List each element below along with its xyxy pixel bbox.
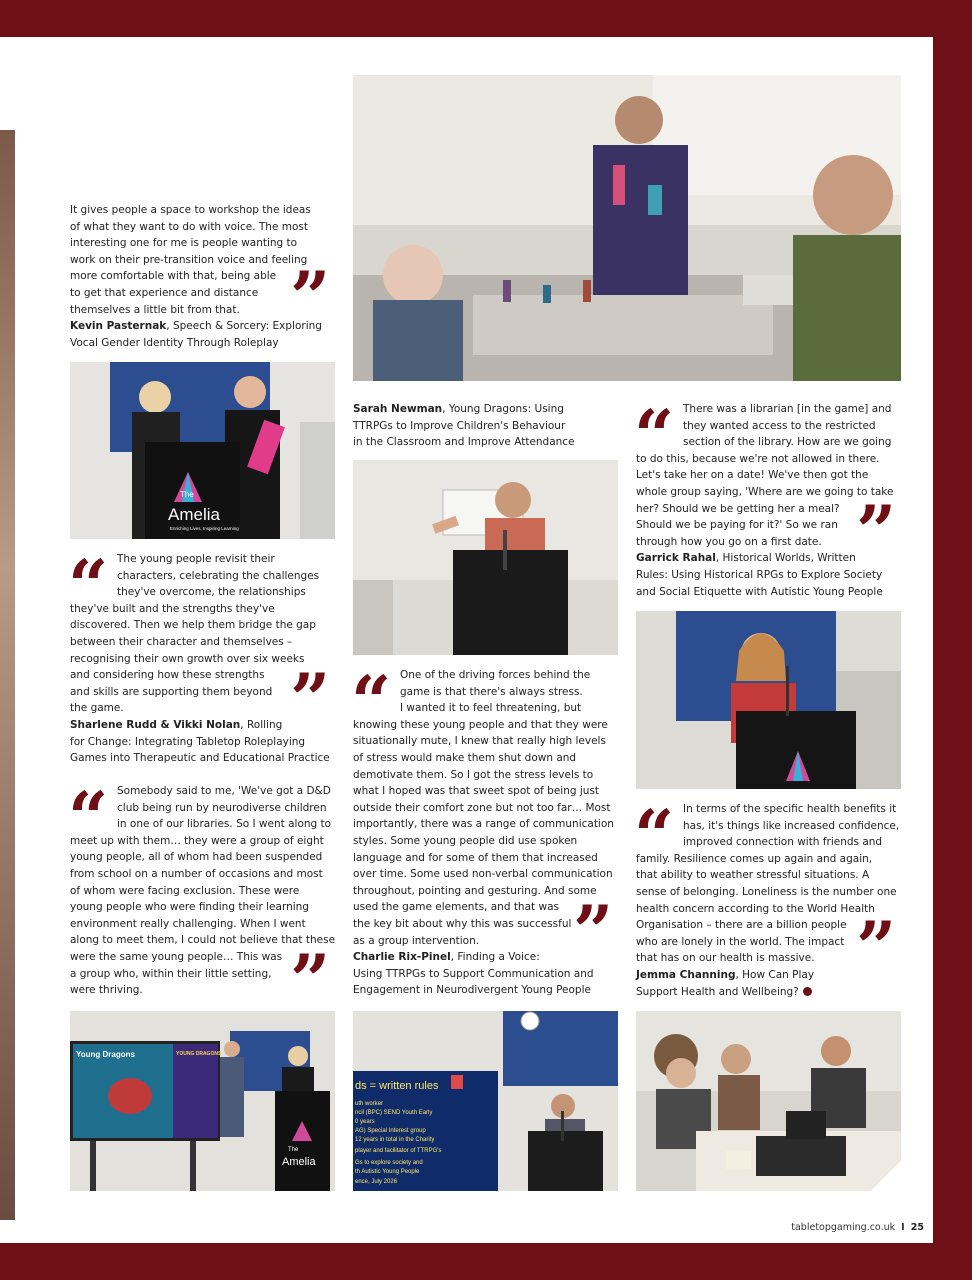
- amelia-tagline: Enriching Lives, Inspiring Learning: [170, 526, 239, 531]
- quote-session: Vocal Gender Identity Through Roleplay: [70, 336, 279, 349]
- slide-line: ence, July 2026: [355, 1179, 398, 1185]
- quote-line: young people, all of whom had been suspended: [70, 851, 323, 864]
- quote-line: were the same young people… This was: [70, 950, 283, 963]
- photo-slide-presentation: [353, 1011, 618, 1191]
- quote-session: Rules: Using Historical RPGs to Explore Society: [636, 568, 883, 581]
- close-quote-icon: ”: [290, 670, 331, 716]
- quote-line: through how you go on a first date.: [636, 535, 822, 548]
- quote-line: interesting one for me is people wanting to: [70, 237, 298, 250]
- quote-line: recognising their own growth over six weeks: [70, 652, 305, 665]
- quote-attribution: [353, 401, 623, 418]
- amelia-the: The: [288, 1147, 299, 1153]
- quote-line: the key bit about why this was successful: [353, 917, 572, 930]
- quote-line: what I hoped was that sweet spot of being just: [353, 785, 600, 798]
- quote-line: health concern according to the World Health: [636, 902, 875, 915]
- quote-jemma-text: [636, 801, 906, 1000]
- slide-heading: ds = written rules: [355, 1080, 439, 1092]
- quote-line: has, it's things like increased confidence,: [683, 819, 900, 832]
- close-quote-icon: ”: [290, 268, 331, 314]
- quote-line: that ability to weather stressful situations. A: [636, 869, 870, 882]
- close-quote-icon: ”: [290, 951, 331, 997]
- quote-line: One of the driving forces behind the: [400, 669, 591, 681]
- quote-author: Sharlene Rudd & Vikki Nolan: [70, 718, 241, 731]
- open-quote-icon: “: [634, 806, 675, 852]
- quote-attribution: [70, 717, 336, 734]
- close-quote-icon: ”: [573, 902, 614, 948]
- quote-line: Let's take her on a date! We've then got the: [636, 469, 869, 482]
- quote-author: Kevin Pasternak: [70, 320, 167, 333]
- quote-line: characters, celebrating the challenges: [117, 569, 320, 582]
- slide-line: Gs to explore society and: [355, 1160, 423, 1166]
- quote-line: to do this, because we're not allowed in there.: [636, 452, 880, 465]
- young-dragons-title: Young Dragons: [76, 1050, 135, 1059]
- quote-line: family. Resilience comes up again and again,: [636, 852, 873, 865]
- slide-line: 0 years: [355, 1119, 375, 1125]
- quote-line: game is that there's always stress.: [400, 685, 583, 698]
- attribution-sarah: [353, 401, 623, 451]
- quote-line: styles. Some young people did use spoken: [353, 834, 578, 847]
- left-photo-edge: [0, 130, 15, 1220]
- open-quote-icon: “: [68, 788, 109, 834]
- page-footer: [791, 1222, 924, 1233]
- quote-line: language and for some of them that increased: [353, 851, 598, 864]
- dice-end-icon: [803, 987, 812, 996]
- footer-separator: I: [901, 1222, 905, 1233]
- quote-line: It gives people a space to workshop the ideas: [70, 204, 311, 216]
- open-quote-icon: “: [351, 672, 392, 718]
- footer-site: tabletopgaming.co.uk: [791, 1222, 896, 1233]
- quote-line: along to meet them, I could not believe that these: [70, 934, 336, 947]
- quote-attribution: [636, 967, 906, 984]
- quote-author: Jemma Channing: [636, 968, 736, 981]
- quote-line: situationally mute, I knew that really high levels: [353, 735, 606, 748]
- quote-session: , Speech & Sorcery: Exploring: [166, 320, 322, 333]
- quote-line: There was a librarian [in the game] and: [683, 403, 892, 415]
- quote-line: as a group intervention.: [353, 934, 480, 947]
- quote-line: to get that experience and distance: [70, 286, 259, 299]
- quote-line: and skills are supporting them beyond: [70, 685, 273, 698]
- quote-line: The young people revisit their: [117, 553, 275, 565]
- quote-line: were thriving.: [70, 984, 143, 997]
- quote-attribution: [70, 318, 340, 335]
- quote-line: I wanted it to feel threatening, but: [400, 702, 582, 715]
- quote-author: Sarah Newman: [353, 403, 443, 415]
- quote-author: Garrick Rahal: [636, 552, 716, 565]
- quote-attribution: [636, 550, 906, 567]
- amelia-name: Amelia: [282, 1156, 316, 1168]
- quote-line: club being run by neurodiverse children: [117, 801, 327, 814]
- quote-line: improved connection with friends and: [683, 836, 883, 849]
- open-quote-icon: “: [68, 556, 109, 602]
- quote-session: Using TTRPGs to Support Communication and: [353, 967, 594, 980]
- quote-line: more comfortable with that, being able: [70, 270, 277, 283]
- photo-amelia-podium: [70, 362, 335, 539]
- photo-workshop-table: [353, 75, 901, 381]
- quote-session: , Historical Worlds, Written: [715, 552, 856, 565]
- amelia-name: Amelia: [168, 505, 220, 524]
- young-dragons-badge: YOUNG DRAGONS: [176, 1051, 222, 1057]
- quote-line: demotivate them. So I got the stress levels to: [353, 768, 594, 781]
- quote-line: they've overcome, the relationships: [117, 586, 306, 599]
- slide-line: ncil (BPC) SEND Youth Early: [355, 1110, 433, 1116]
- quote-session: in the Classroom and Improve Attendance: [353, 436, 575, 449]
- quote-line: themselves a little bit from that.: [70, 303, 240, 316]
- quote-line: the game.: [70, 702, 124, 715]
- quote-line: importantly, there was a range of communication: [353, 818, 614, 831]
- quote-line: over time. Some used non-verbal communication: [353, 868, 613, 881]
- quote-session: , Young Dragons: Using: [442, 403, 564, 415]
- quote-line: work on their pre-transition voice and feeling: [70, 253, 308, 266]
- quote-line: of stress would make them shut down and: [353, 751, 577, 764]
- quote-attribution-end: [636, 984, 906, 1001]
- quote-line: that has on our health is massive.: [636, 952, 815, 965]
- quote-session: for Change: Integrating Tabletop Roleplaying: [70, 735, 306, 748]
- quote-line: a group who, within their little setting,: [70, 967, 272, 980]
- quote-charlie-text: [353, 667, 623, 999]
- photo-players-boardgame: [636, 1011, 901, 1191]
- quote-sharlene-text: [70, 551, 336, 767]
- quote-line: and considering how these strengths: [70, 669, 265, 682]
- close-quote-icon: ”: [856, 502, 897, 548]
- quote-session: , How Can Play: [735, 968, 815, 981]
- slide-line: 12 years in total in the Charity: [355, 1137, 435, 1143]
- quote-line: her? Should we be getting her a meal?: [636, 502, 840, 515]
- quote-line: of what they want to do with voice. The most: [70, 220, 308, 233]
- amelia-the: The: [180, 490, 194, 499]
- quote-line: Somebody said to me, 'We've got a D&D: [117, 785, 331, 797]
- quote-garrick-text: [636, 401, 906, 600]
- photo-young-dragons-screen: [70, 1011, 335, 1191]
- quote-session: and Social Etiquette with Autistic Young People: [636, 585, 883, 598]
- quote-author: Charlie Rix-Pinel: [353, 951, 451, 964]
- quote-line: they wanted access to the restricted: [683, 419, 876, 432]
- quote-line: meet up with them… they were a group of eight: [70, 834, 324, 847]
- quote-line: of whom were facing exclusion. These were: [70, 884, 300, 897]
- quote-session: , Finding a Voice:: [450, 951, 540, 964]
- close-quote-icon: ”: [856, 918, 897, 964]
- quote-line: between their character and themselves –: [70, 635, 293, 648]
- quote-line: Should we be paying for it?' So we ran: [636, 519, 838, 532]
- quote-line: they've built and the strengths they've: [70, 602, 275, 615]
- quote-line: young people who were finding their learning: [70, 901, 309, 914]
- quote-line: who are lonely in the world. The impact: [636, 935, 845, 948]
- quote-session: Engagement in Neurodivergent Young People: [353, 984, 591, 997]
- quote-line: in one of our libraries. So I went along to: [117, 818, 332, 831]
- slide-line: th Autistic Young People: [355, 1169, 420, 1175]
- quote-line: knowing these young people and that they were: [353, 718, 608, 731]
- quote-session: TTRPGs to Improve Children's Behaviour: [353, 419, 566, 432]
- photo-speaker-podium: [353, 460, 618, 655]
- quote-line: sense of belonging. Loneliness is the number one: [636, 885, 897, 898]
- open-quote-icon: “: [634, 406, 675, 452]
- quote-line: outside their comfort zone but not too far… Most: [353, 801, 611, 814]
- quote-line: environment really challenging. When I went: [70, 917, 306, 930]
- quote-session: , Rolling: [240, 718, 283, 731]
- quote-line: In terms of the specific health benefits it: [683, 803, 897, 815]
- quote-line: discovered. Then we help them bridge the gap: [70, 619, 316, 632]
- page-number: 25: [910, 1222, 924, 1233]
- slide-line: uth worker: [355, 1101, 384, 1107]
- quote-line: used the game elements, and that was: [353, 901, 559, 914]
- quote-line: section of the library. How are we going: [683, 436, 892, 449]
- quote-session: Games into Therapeutic and Educational Practice: [70, 752, 330, 765]
- slide-line: player and facilitator of TTRPG's: [355, 1148, 442, 1154]
- quote-attribution: [353, 949, 623, 966]
- quote-line: whole group saying, 'Where are we going to take: [636, 485, 894, 498]
- quote-line: Organisation – there are a billion people: [636, 919, 847, 932]
- slide-line: AG) Special Interest group: [355, 1128, 426, 1134]
- photo-speaker-microphone: [636, 611, 901, 789]
- quote-line: from school on a number of occasions and most: [70, 867, 323, 880]
- quote-session: Support Health and Wellbeing?: [636, 985, 799, 998]
- quote-line: throughout, pointing and gesturing. And some: [353, 884, 597, 897]
